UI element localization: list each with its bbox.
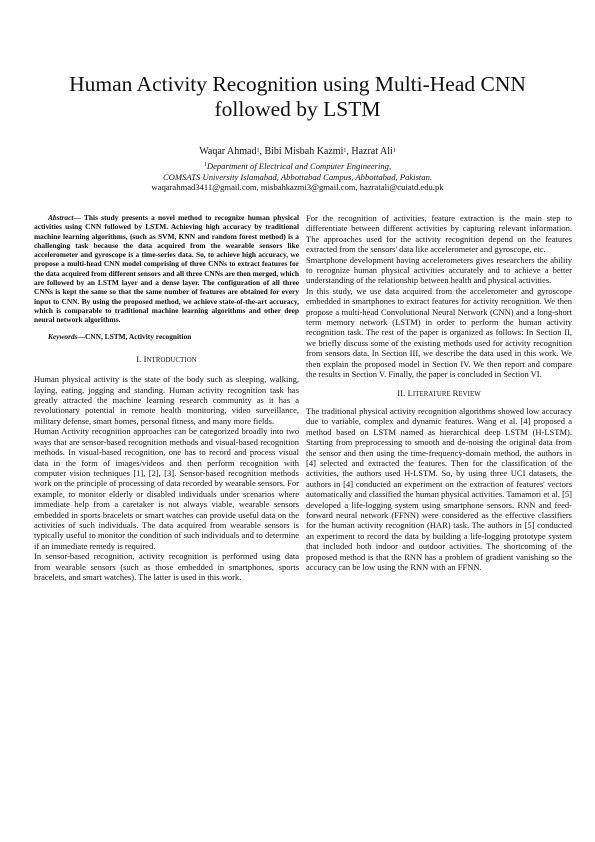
paper-title: Human Activity Recognition using Multi-Head CNN followed by LSTM <box>69 72 526 121</box>
keywords-label: Keywords <box>48 331 78 341</box>
keywords <box>34 332 299 341</box>
heading-initial: L <box>407 387 413 398</box>
author-sup: 1 <box>256 148 260 154</box>
heading-initial: R <box>452 387 459 398</box>
intro-paragraph: Smartphone development having accelerometers gives researchers the ability to recognize human physical activities accurately and to achieve a better understanding of the relationship between health and physical activities. <box>306 254 572 286</box>
intro-paragraph: Human Activity recognition approaches can be categorized broadly into two ways that are sensor-based recognition methods and visual-based recognition methods. In visual-based recognition, one has to record and process visual data in the form of images/videos and then perform recognition with computer vision techniques [1], [2], [3]. Sensor-based recognition methods work on the principle of processing of data recorded by wearable sensors. For example, to monitor elderly or disabled individuals under scenarios where immediate help from a caretaker is not always viable, wearable sensors embedded in sports bracelets or smart watches can provide useful data on the activities of such individuals. The data acquired from wearable sensors is typically useful to monitor the condition of such individuals and to determine if an immediate remedy is required. <box>34 426 299 551</box>
section-heading-introduction <box>34 354 299 366</box>
author-sup: 1 <box>392 148 396 154</box>
author-name: Waqar Ahmad <box>199 146 257 157</box>
author-emails: waqarahmad3411@gmail.com, misbahkazmi3@gmail.com, hazratali@cuiatd.edu.pk <box>151 182 444 193</box>
author-name: Hazrat Ali <box>351 146 393 157</box>
affiliation-department: Department of Electrical and Computer Engineering, <box>206 161 392 171</box>
section-number: II. <box>397 387 408 398</box>
abstract-label: Abstract <box>48 213 74 222</box>
section-number: I. <box>136 353 144 364</box>
heading-rest: ITERATURE <box>412 390 453 398</box>
affiliation-sup: 1 <box>203 162 207 168</box>
section-heading-literature-review <box>306 388 572 400</box>
abstract-dash: — <box>73 213 84 222</box>
affiliation-block <box>30 161 565 193</box>
author-sup: 1 <box>343 148 347 154</box>
author-name: Bibi Misbah Kazmi <box>264 146 344 157</box>
keywords-text: —CNN, LSTM, Activity recognition <box>77 331 192 341</box>
intro-paragraph: For the recognition of activities, feature extraction is the main step to differentiate between different activities by capturing relevant information. The approaches used for the activity recognition depend on the features extracted from the sensors' data like accelerometer and gyroscope, etc. <box>306 213 572 255</box>
intro-paragraph: In sensor-based recognition, activity recognition is performed using data from wearable sensors (such as those embedded in smartphones, sports bracelets, and smart watches). The latter is used in this work. <box>34 551 299 582</box>
author-list <box>30 146 565 158</box>
heading-initial: I <box>143 353 147 364</box>
heading-rest: NTRODUCTION <box>146 356 197 364</box>
abstract <box>34 213 299 325</box>
heading-rest: EVIEW <box>458 390 481 398</box>
author-separator: , <box>259 146 265 157</box>
abstract-text: This study presents a novel method to recognize human physical activities using CNN followed by LSTM. Achieving high accuracy by traditional machine learning algorithms, (such as SVM, KNN and random forest method) is a challenging task because the data acquired from the wearable sensors like accelerometer and gyroscope is a time-series data. So, to achieve high accuracy, we propose a multi-head CNN model comprising of three CNNs to extract features for the data acquired from different sensors and all three CNNs are then merged, which are followed by an LSTM layer and a dense layer. The configuration of all three CNNs is kept the same so that the same number of features are obtained for every input to CNN. By using the proposed method, we achieve state-of-the-art accuracy, which is comparable to traditional machine learning algorithms and other deep neural network algorithms. <box>34 213 299 325</box>
literature-paragraph: The traditional physical activity recognition algorithms showed low accuracy due to variable, complex and dynamic features. Wang et al. [4] proposed a method based on LSTM named as hierarchical deep LSTM (H-LSTM). Starting from preprocessing to smooth and de-noising the original data from the sensor and then using the time-frequency-domain method, the authors in [4] selected and extracted the features. Then for the classification of the activities, the authors used H-LSTM. So, by using three UCI datasets, the authors in [4] conducted an experiment on the extraction of features' vectors automatically and classified the human physical activities. Tamamori et al. [5] developed a life-logging system using smartphone sensors. RNN and feed-forward neural network (FFNN) were considered as the effective classifiers for the human activity recognition (HAR) task. The authors in [5] conducted an experiment to record the data by building a life-logging prototype system that included both indoor and outdoor activities. The shortcoming of the proposed method is that the RNN has a problem of gradient vanishing so the accuracy can be low using the RNN with an FFNN. <box>306 405 572 572</box>
right-column <box>306 213 572 572</box>
intro-paragraph: Human physical activity is the state of the body such as sleeping, walking, laying, eating, jogging and standing. Human activity recognition task has greatly attracted the machine learning research community as it has a revolutionary potential in remote health monitoring, video surveillance, military defense, smart homes, personal fitness, and many more fields. <box>34 374 299 426</box>
affiliation-university: COMSATS University Islamabad, Abbottabad Campus, Abbottabad, Pakistan. <box>162 171 433 182</box>
intro-paragraph: In this study, we use data acquired from the accelerometer and gyroscope embedded in smartphones to extract features for activity recognition. We then propose a multi-head Convolutional Neural Network (CNN) and a long-short term memory network (LSTM) in order to perform the human activity recognition task. The rest of the paper is organized as follows: In Section II, we briefly discuss some of the existing methods used for activity recognition from sensors data. In Section III, we describe the data used in this work. We then explain the proposed model in Section IV. We then report and compare the results in Section V. Finally, the paper is concluded in Section VI. <box>306 285 572 380</box>
left-column <box>34 213 299 582</box>
author-separator: , <box>346 146 352 157</box>
